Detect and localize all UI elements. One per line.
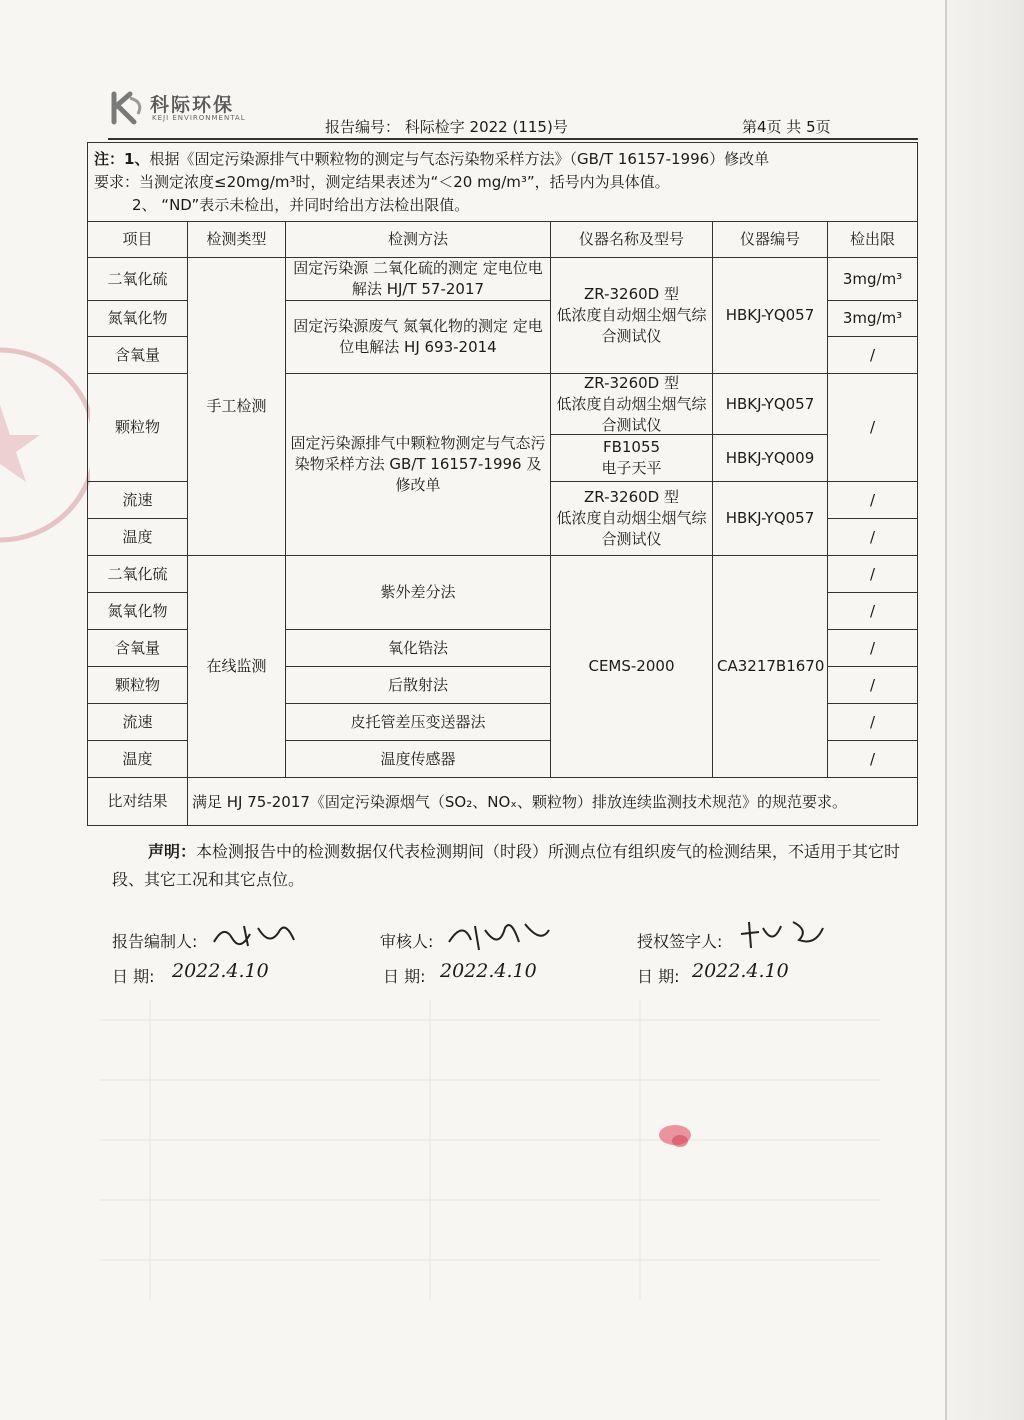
item-cell: 氮氧化物 — [88, 593, 188, 630]
compare-text: 满足 HJ 75-2017《固定污染源烟气（SO₂、NOₓ、颗粒物）排放连续监测技术规范》的规范要求。 — [188, 778, 918, 826]
limit-cell: 3mg/m³ — [828, 258, 918, 301]
limit-cell: / — [828, 593, 918, 630]
statement — [112, 838, 902, 894]
item-cell: 含氧量 — [88, 630, 188, 667]
notes-cell — [88, 143, 918, 222]
method-cell: 固定污染源 二氧化硫的测定 定电位电解法 HJ/T 57-2017 — [286, 258, 551, 301]
limit-cell: / — [828, 374, 918, 482]
reviewer-date-label: 日 期: — [383, 967, 426, 986]
bleed-through-ghost — [100, 1000, 880, 1300]
company-logo — [108, 88, 278, 128]
method-cell: 后散射法 — [286, 667, 551, 704]
instrument-name: 低浓度自动烟尘烟气综合测试仪 — [556, 394, 707, 434]
col-header-item: 项目 — [88, 222, 188, 258]
method-cell: 紫外差分法 — [286, 556, 551, 630]
inst-no-cell: CA3217B1670 — [713, 556, 828, 778]
item-cell: 温度 — [88, 741, 188, 778]
logo-text-cn: 科际环保 — [150, 94, 235, 116]
limit-cell: / — [828, 741, 918, 778]
limit-cell: / — [828, 704, 918, 741]
instrument-name: 低浓度自动烟尘烟气综合测试仪 — [556, 306, 707, 345]
method-cell: 皮托管差压变送器法 — [286, 704, 551, 741]
reviewer-label: 审核人: — [380, 932, 434, 951]
statement-text: 本检测报告中的检测数据仅代表检测期间（时段）所测点位有组织废气的检测结果，不适用于其它时段、其它工况和其它点位。 — [112, 842, 901, 889]
instrument-cell: CEMS-2000 — [551, 556, 713, 778]
reviewer-date: 2022.4.10 — [440, 960, 537, 982]
compiler-date-label: 日 期: — [112, 967, 155, 986]
item-cell: 流速 — [88, 704, 188, 741]
note-1-number: 1、 — [124, 149, 150, 168]
item-cell: 颗粒物 — [88, 667, 188, 704]
logo-text-en: KEJI ENVIRONMENTAL — [152, 114, 246, 122]
report-number: 报告编号： 科际检字 2022 (115)号 — [325, 118, 568, 136]
item-cell: 颗粒物 — [88, 374, 188, 482]
col-header-instrument: 仪器名称及型号 — [551, 222, 713, 258]
item-cell: 二氧化硫 — [88, 258, 188, 301]
limit-cell: 3mg/m³ — [828, 301, 918, 337]
page-fold-line — [945, 0, 947, 1420]
item-cell: 流速 — [88, 482, 188, 519]
col-header-limit: 检出限 — [828, 222, 918, 258]
limit-cell: / — [828, 337, 918, 374]
inst-no-057: HBKJ-YQ057 — [713, 374, 827, 435]
instrument-cell — [551, 482, 713, 556]
col-header-type: 检测类型 — [188, 222, 286, 258]
signer-label: 授权签字人: — [637, 932, 723, 951]
note-1-text-a: 根据《固定污染源排气中颗粒物的测定与气态污染物采样方法》（GB/T 16157-1996）修改单 — [149, 149, 770, 168]
results-table — [87, 142, 918, 826]
instrument-zr — [551, 374, 712, 435]
signer-signature — [737, 916, 827, 952]
compiler-signature — [210, 918, 300, 952]
item-cell: 氮氧化物 — [88, 301, 188, 337]
table-row — [88, 556, 918, 593]
method-cell: 固定污染源排气中颗粒物测定与气态污染物采样方法 GB/T 16157-1996 及修改单 — [286, 374, 551, 556]
notes-row — [88, 143, 918, 222]
keji-logo-icon — [108, 88, 148, 128]
company-seal-stamp — [0, 330, 90, 560]
note-1-text-b: 要求：当测定浓度≤20mg/m³时，测定结果表述为“＜20 mg/m³”，括号内为具体值。 — [94, 172, 670, 191]
compare-row — [88, 778, 918, 826]
note-label: 注： — [94, 149, 125, 168]
note-2-text: 2、 “ND”表示未检出，并同时给出方法检出限值。 — [132, 195, 470, 214]
instrument-name: 电子天平 — [601, 459, 662, 477]
signer-date-label: 日 期: — [637, 967, 680, 986]
compiler-date: 2022.4.10 — [172, 960, 269, 982]
statement-label: 声明： — [148, 842, 197, 861]
limit-cell: / — [828, 630, 918, 667]
method-cell: 温度传感器 — [286, 741, 551, 778]
instrument-model: ZR-3260D 型 — [584, 285, 679, 303]
reviewer-signature — [445, 916, 555, 956]
limit-cell: / — [828, 482, 918, 519]
compiler-label: 报告编制人: — [112, 932, 198, 951]
header-rule — [108, 138, 918, 140]
type-cell-online: 在线监测 — [188, 556, 286, 778]
inst-no-cell: HBKJ-YQ057 — [713, 258, 828, 374]
limit-cell: / — [828, 667, 918, 704]
instrument-fb — [551, 435, 712, 481]
instrument-cell-split — [551, 374, 713, 482]
page-edge — [946, 0, 1024, 1420]
method-cell: 氧化锆法 — [286, 630, 551, 667]
instrument-model: ZR-3260D 型 — [584, 373, 679, 392]
page-number: 第4页 共 5页 — [742, 118, 831, 136]
table-header-row — [88, 222, 918, 258]
col-header-method: 检测方法 — [286, 222, 551, 258]
table-row — [88, 258, 918, 301]
instrument-model: ZR-3260D 型 — [584, 488, 679, 506]
instrument-model: FB1055 — [602, 438, 661, 456]
item-cell: 温度 — [88, 519, 188, 556]
limit-cell: / — [828, 556, 918, 593]
compare-label: 比对结果 — [88, 778, 188, 826]
col-header-inst-no: 仪器编号 — [713, 222, 828, 258]
item-cell: 含氧量 — [88, 337, 188, 374]
signer-date: 2022.4.10 — [692, 960, 789, 982]
red-ink-smudge — [650, 1115, 700, 1155]
inst-no-009: HBKJ-YQ009 — [725, 448, 815, 467]
instrument-name: 低浓度自动烟尘烟气综合测试仪 — [556, 509, 707, 548]
limit-cell: / — [828, 519, 918, 556]
method-cell: 固定污染源废气 氮氧化物的测定 定电位电解法 HJ 693-2014 — [286, 301, 551, 374]
inst-no-cell: HBKJ-YQ057 — [713, 482, 828, 556]
inst-no-cell-split — [713, 374, 828, 482]
item-cell: 二氧化硫 — [88, 556, 188, 593]
type-cell-manual: 手工检测 — [188, 258, 286, 556]
instrument-cell — [551, 258, 713, 374]
